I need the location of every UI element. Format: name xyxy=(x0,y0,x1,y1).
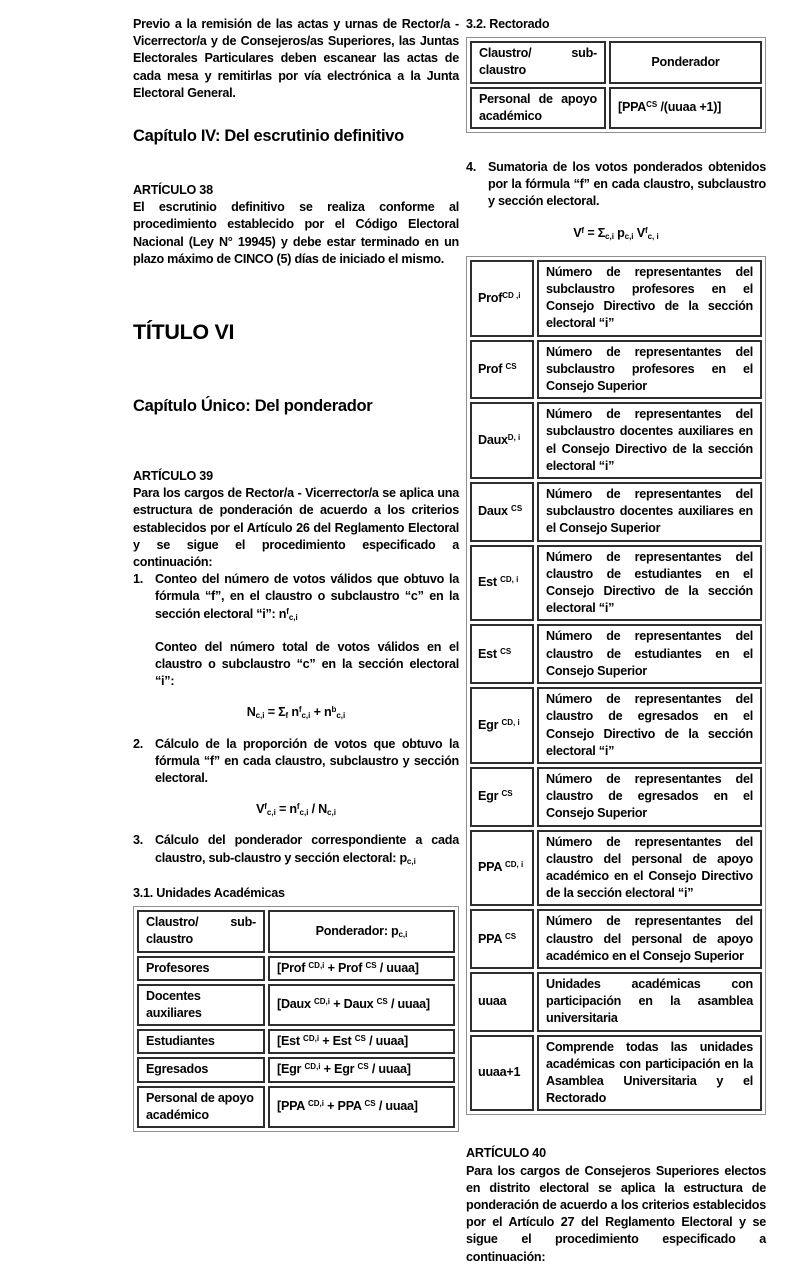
article-38-text: El escrutinio definitivo se realiza conforme al procedimiento establecido por el Código Electoral Nacional (Ley N° 19945) y debe estar terminado en un plazo máximo de CINCO (5) días de iniciado el mismo. xyxy=(133,200,459,266)
list-item-1 xyxy=(133,571,459,623)
article-40 xyxy=(466,1145,766,1265)
list-item-4-number: 4. xyxy=(466,160,477,175)
glossary-def: Número de representantes del claustro de estudiantes en el Consejo Superior xyxy=(537,624,762,684)
list-item-2 xyxy=(133,736,459,788)
table-header-row xyxy=(137,910,455,952)
glossary-row xyxy=(470,1035,762,1112)
list-item-4-text: Sumatoria de los votos ponderados obtenidos por la fórmula “f” en cada claustro, subclaustro y sección electoral. xyxy=(488,160,766,209)
glossary-row xyxy=(470,972,762,1032)
glossary-term: uuaa xyxy=(470,972,534,1032)
glossary-row xyxy=(470,687,762,764)
glossary-term: uuaa+1 xyxy=(470,1035,534,1112)
row-formula: [$PPA^{CS}$ /(uuaa +1)] xyxy=(609,87,762,129)
article-40-label: ARTÍCULO 40 xyxy=(466,1146,546,1161)
glossary-term: Daux$^{D, i}$ xyxy=(470,402,534,479)
glossary-term: Prof$^{CD ,i}$ xyxy=(470,260,534,337)
glossary-def: Unidades académicas con participación en la asamblea universitaria xyxy=(537,972,762,1032)
list-item-4 xyxy=(466,159,766,211)
glossary-def: Número de representantes del claustro de estudiantes en el Consejo Directivo de la sección electoral “i” xyxy=(537,545,762,622)
list-item-1-text: Conteo del número de votos válidos que obtuvo la fórmula “f”, en el claustro o subclaustro “c” en la sección electoral “i”: $n^f_{c,i}$ xyxy=(155,572,459,622)
row-label: Docentes auxiliares xyxy=(137,984,265,1026)
glossary-row xyxy=(470,260,762,337)
glossary-row xyxy=(470,402,762,479)
article-38 xyxy=(133,182,459,268)
row-formula: [Prof $^{CD,i}$ + Prof $^{CS}$ / uuaa] xyxy=(268,956,455,981)
row-label: Personal de apoyo académico xyxy=(137,1086,265,1128)
header-claustro: Claustro/ sub-claustro xyxy=(137,910,265,952)
formula-vote-proportion: $V^f_{c,i} = n^f_{c,i} / N_{c,i}$ xyxy=(256,802,336,818)
glossary-def: Número de representantes del claustro del personal de apoyo académico en el Consejo Superior xyxy=(537,909,762,969)
table-row xyxy=(137,956,455,981)
glossary-def: Número de representantes del claustro de egresados en el Consejo Directivo de la sección electoral “i” xyxy=(537,687,762,764)
glossary-def: Número de representantes del subclaustro docentes auxiliares en el Consejo Directivo de la sección electoral “i” xyxy=(537,402,762,479)
section-3-1-title: 3.1. Unidades Académicas xyxy=(133,885,285,900)
glossary-def: Número de representantes del subclaustro profesores en el Consejo Superior xyxy=(537,340,762,400)
list-item-3-text: Cálculo del ponderador correspondiente a cada claustro, sub-claustro y sección electoral: $p_{c,i}$ xyxy=(155,833,459,866)
row-label: Estudiantes xyxy=(137,1029,265,1054)
glossary-def: Número de representantes del claustro de egresados en el Consejo Superior xyxy=(537,767,762,827)
glossary-term: Prof $^{CS}$ xyxy=(470,340,534,400)
list-item-3-number: 3. xyxy=(133,833,144,848)
row-formula: [Est $^{CD,i}$ + Est $^{CS}$ / uuaa] xyxy=(268,1029,455,1054)
glossary-row xyxy=(470,624,762,684)
table-header-row xyxy=(470,41,762,83)
glossary-term: Est $^{CD, i}$ xyxy=(470,545,534,622)
list-item-2-text: Cálculo de la proporción de votos que obtuvo la fórmula “f” en cada claustro, subclaustro y sección electoral. xyxy=(155,736,459,786)
table-row xyxy=(470,87,762,129)
glossary-term: Egr $^{CD, i}$ xyxy=(470,687,534,764)
right-column xyxy=(466,16,766,1266)
section-3-2-title: 3.2. Rectorado xyxy=(466,17,550,31)
table-row xyxy=(137,984,455,1026)
row-label: Profesores xyxy=(137,956,265,981)
header-claustro: Claustro/ sub-claustro xyxy=(470,41,606,83)
glossary-term: Est $^{CS}$ xyxy=(470,624,534,684)
glossary-def: Número de representantes del subclaustro profesores en el Consejo Directivo de la sección electoral “i” xyxy=(537,260,762,337)
glossary-row xyxy=(470,482,762,542)
glossary-row xyxy=(470,909,762,969)
header-ponderador: Ponderador: $p_{c,i}$ xyxy=(268,910,455,952)
glossary-row xyxy=(470,545,762,622)
row-formula: [PPA $^{CD,i}$ + PPA $^{CS}$ / uuaa] xyxy=(268,1086,455,1128)
table-row xyxy=(137,1086,455,1128)
header-ponderador: Ponderador xyxy=(609,41,762,83)
chapter4-heading: Capítulo IV: Del escrutinio definitivo xyxy=(133,127,404,146)
glossary-wrapper xyxy=(466,256,766,1116)
glossary-def: Número de representantes del subclaustro docentes auxiliares en el Consejo Superior xyxy=(537,482,762,542)
table-row xyxy=(137,1057,455,1082)
list-item-2-number: 2. xyxy=(133,736,144,751)
glossary-row xyxy=(470,830,762,907)
row-formula: [Daux $^{CD,i}$ + Daux $^{CS}$ / uuaa] xyxy=(268,984,455,1026)
glossary-def: Número de representantes del claustro del personal de apoyo académico en el Consejo Directivo de la sección electoral “i” xyxy=(537,830,762,907)
glossary-term: Egr $^{CS}$ xyxy=(470,767,534,827)
row-formula: [Egr $^{CD,i}$ + Egr $^{CS}$ / uuaa] xyxy=(268,1057,455,1082)
list-item-1-subparagraph: Conteo del número total de votos válidos en el claustro o subclaustro “c” en la sección electoral “i”: xyxy=(155,639,459,689)
article-40-text: Para los cargos de Consejeros Superiores electos en distrito electoral se aplica la estructura de ponderación de acuerdo a los criterios establecidos por el Artículo 27 del Reglamento Electoral y se sigue el procedimiento especificado a continuación: xyxy=(466,1163,766,1264)
glossary-table xyxy=(466,256,766,1116)
left-column xyxy=(133,16,459,1132)
formula-weighted-sum: $V^f = \Sigma_{c,i}$ $p_{c,i}$ $V^f_{c, i}$ xyxy=(573,225,659,241)
unidades-academicas-table xyxy=(133,906,459,1132)
article-38-label: ARTÍCULO 38 xyxy=(133,183,213,198)
title6-heading: TÍTULO VI xyxy=(133,320,235,345)
glossary-term: PPA $^{CD, i}$ xyxy=(470,830,534,907)
formula-total-votes: $N_{c,i} = \Sigma_f$ $n^f_{c,i} + n^b_{c,i}$ xyxy=(246,705,346,721)
chapter-unique-heading: Capítulo Único: Del ponderador xyxy=(133,397,373,416)
glossary-term: PPA $^{CS}$ xyxy=(470,909,534,969)
rectorado-table xyxy=(466,37,766,133)
glossary-row xyxy=(470,340,762,400)
intro-paragraph: Previo a la remisión de las actas y urnas de Rector/a - Vicerrector/a y de Consejeros/as Superiores, las Juntas Electorales Particulares deben escanear las actas de cada mesa y remitirlas por vía electrónica a la Junta Electoral General. xyxy=(133,17,459,100)
table-row xyxy=(137,1029,455,1054)
list-item-3 xyxy=(133,832,459,866)
row-label: Egresados xyxy=(137,1057,265,1082)
row-label: Personal de apoyo académico xyxy=(470,87,606,129)
list-item-1-number: 1. xyxy=(133,572,144,587)
glossary-row xyxy=(470,767,762,827)
glossary-def: Comprende todas las unidades académicas con participación en la Asamblea Universitaria y el Rectorado xyxy=(537,1035,762,1112)
article-39-text: Para los cargos de Rector/a - Vicerrector/a se aplica una estructura de ponderación de acuerdo a los criterios establecidos por el Artículo 26 del Reglamento Electoral y se sigue el procedimiento especificado a continuación: xyxy=(133,486,459,570)
glossary-term: Daux $^{CS}$ xyxy=(470,482,534,542)
article-39-label: ARTÍCULO 39 xyxy=(133,469,213,484)
article-39 xyxy=(133,468,459,867)
